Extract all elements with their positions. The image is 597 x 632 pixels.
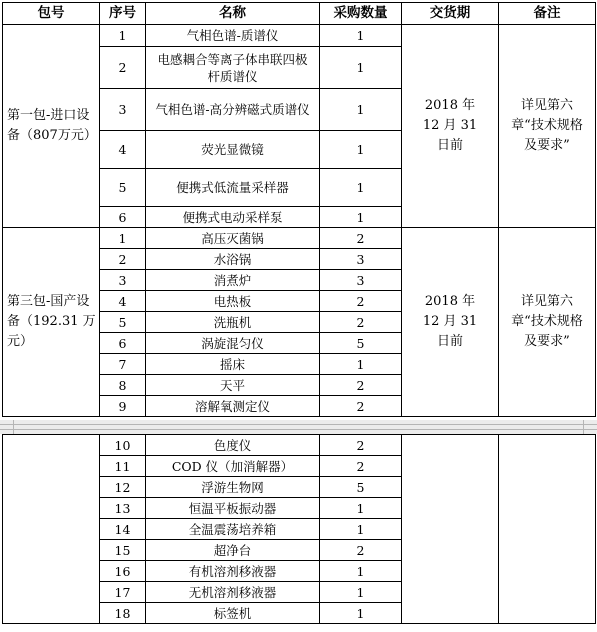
item-number: 1 [100, 25, 146, 47]
item-name: 标签机 [146, 603, 320, 624]
delivery-date: 2018 年 12 月 31 日前 [402, 228, 499, 417]
header-row [3, 3, 596, 25]
item-number: 9 [100, 396, 146, 417]
item-number: 4 [100, 131, 146, 169]
item-name: 气相色谱-高分辨磁式质谱仪 [146, 89, 320, 131]
item-name: 高压灭菌锅 [146, 228, 320, 249]
item-quantity: 2 [320, 228, 402, 249]
table-row [3, 228, 596, 249]
item-quantity: 5 [320, 477, 402, 498]
item-name: 气相色谱-质谱仪 [146, 25, 320, 47]
item-name: 浮游生物网 [146, 477, 320, 498]
item-number: 3 [100, 89, 146, 131]
col-header-number: 序号 [100, 3, 146, 25]
item-name: 全温震荡培养箱 [146, 519, 320, 540]
item-quantity: 1 [320, 561, 402, 582]
item-name: 水浴锅 [146, 249, 320, 270]
item-number: 4 [100, 291, 146, 312]
item-number: 6 [100, 333, 146, 354]
item-name: 便携式低流量采样器 [146, 169, 320, 207]
table-row [3, 435, 596, 456]
item-number: 5 [100, 169, 146, 207]
item-name: 电感耦合等离子体串联四极杆质谱仪 [146, 47, 320, 89]
item-quantity: 1 [320, 89, 402, 131]
item-number: 8 [100, 375, 146, 396]
page-corner-mark [0, 420, 14, 434]
procurement-table-continued [2, 434, 596, 624]
item-quantity: 1 [320, 47, 402, 89]
item-name: 摇床 [146, 354, 320, 375]
note-text-continued [499, 435, 596, 624]
item-name: 荧光显微镜 [146, 131, 320, 169]
item-quantity: 3 [320, 270, 402, 291]
item-number: 12 [100, 477, 146, 498]
item-quantity: 2 [320, 456, 402, 477]
col-header-name: 名称 [146, 3, 320, 25]
note-text: 详见第六章“技术规格及要求” [499, 25, 596, 228]
item-quantity: 3 [320, 249, 402, 270]
note-text: 详见第六章“技术规格及要求” [499, 228, 596, 417]
item-quantity: 1 [320, 603, 402, 624]
item-number: 6 [100, 207, 146, 228]
package-label: 第三包-国产设备（192.31 万元） [3, 228, 100, 417]
item-quantity: 2 [320, 291, 402, 312]
item-name: 超净台 [146, 540, 320, 561]
item-quantity: 2 [320, 375, 402, 396]
item-quantity: 2 [320, 312, 402, 333]
col-header-quantity: 采购数量 [320, 3, 402, 25]
col-header-delivery: 交货期 [402, 3, 499, 25]
item-name: 洗瓶机 [146, 312, 320, 333]
page-break-separator [0, 420, 597, 434]
page-edge-line [0, 424, 597, 425]
item-number: 2 [100, 47, 146, 89]
item-number: 2 [100, 249, 146, 270]
item-name: 无机溶剂移液器 [146, 582, 320, 603]
item-quantity: 1 [320, 131, 402, 169]
item-quantity: 5 [320, 333, 402, 354]
item-name: 有机溶剂移液器 [146, 561, 320, 582]
item-number: 3 [100, 270, 146, 291]
item-quantity: 1 [320, 25, 402, 47]
page-edge-line [0, 429, 597, 430]
item-quantity: 1 [320, 582, 402, 603]
item-quantity: 1 [320, 519, 402, 540]
item-quantity: 2 [320, 540, 402, 561]
item-number: 1 [100, 228, 146, 249]
item-name: 溶解氧测定仪 [146, 396, 320, 417]
item-number: 7 [100, 354, 146, 375]
item-quantity: 2 [320, 435, 402, 456]
item-name: 色度仪 [146, 435, 320, 456]
item-quantity: 1 [320, 169, 402, 207]
item-number: 13 [100, 498, 146, 519]
delivery-date-continued [402, 435, 499, 624]
item-quantity: 2 [320, 396, 402, 417]
item-number: 15 [100, 540, 146, 561]
item-quantity: 1 [320, 354, 402, 375]
item-number: 16 [100, 561, 146, 582]
item-name: COD 仪（加消解器） [146, 456, 320, 477]
item-number: 5 [100, 312, 146, 333]
col-header-note: 备注 [499, 3, 596, 25]
item-number: 10 [100, 435, 146, 456]
package-label: 第一包-进口设备（807万元） [3, 25, 100, 228]
item-number: 17 [100, 582, 146, 603]
delivery-date: 2018 年 12 月 31 日前 [402, 25, 499, 228]
item-name: 便携式电动采样泵 [146, 207, 320, 228]
item-number: 11 [100, 456, 146, 477]
procurement-table [2, 2, 596, 417]
item-name: 电热板 [146, 291, 320, 312]
table-row [3, 25, 596, 47]
page-gap [0, 420, 597, 434]
item-name: 天平 [146, 375, 320, 396]
col-header-package: 包号 [3, 3, 100, 25]
item-quantity: 1 [320, 207, 402, 228]
item-name: 恒温平板振动器 [146, 498, 320, 519]
page-corner-mark [583, 420, 597, 434]
package-label-continued [3, 435, 100, 624]
item-name: 消煮炉 [146, 270, 320, 291]
item-name: 涡旋混匀仪 [146, 333, 320, 354]
item-number: 14 [100, 519, 146, 540]
item-quantity: 1 [320, 498, 402, 519]
item-number: 18 [100, 603, 146, 624]
